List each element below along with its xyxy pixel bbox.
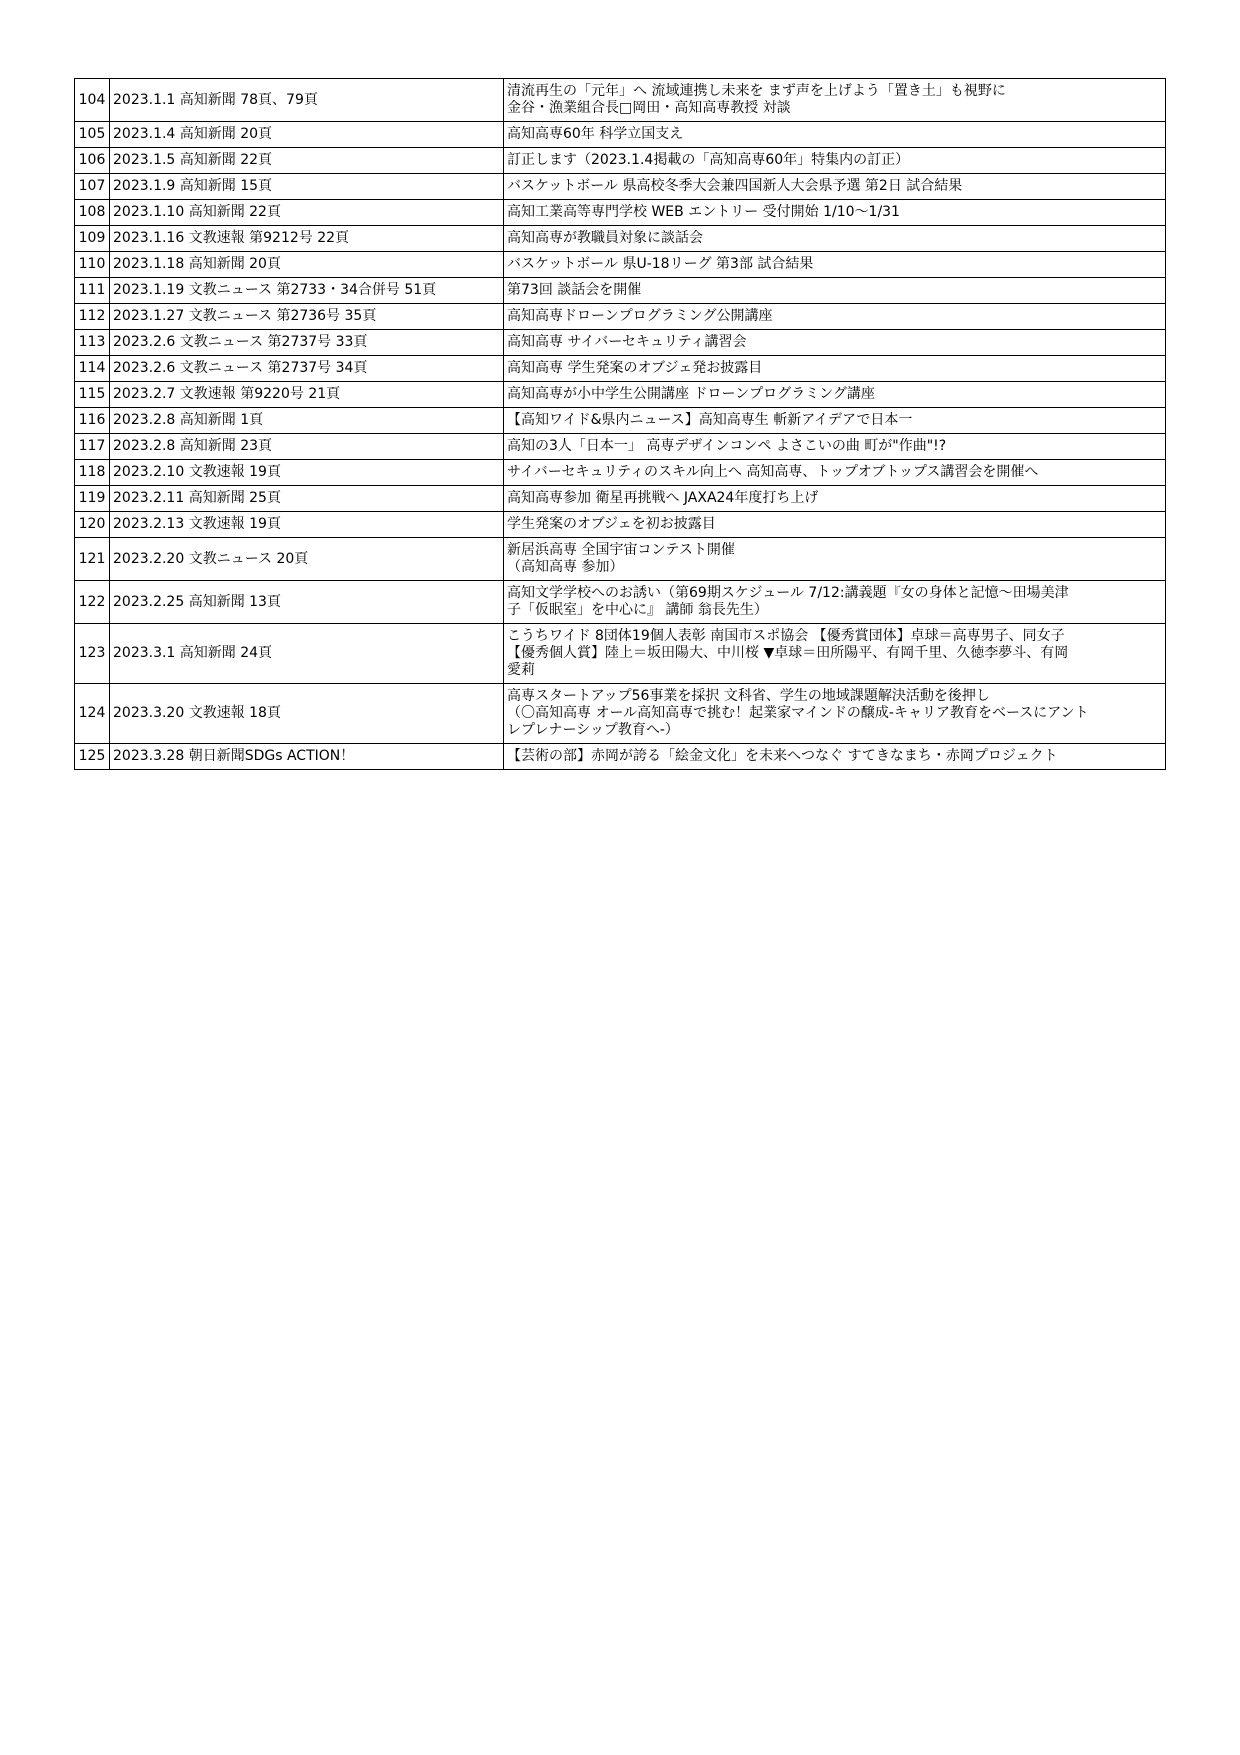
article-title-cell [504, 434, 1166, 460]
row-number-cell: 109 [75, 226, 110, 252]
table-row [75, 408, 1166, 434]
row-number-cell: 118 [75, 460, 110, 486]
article-title-line: 高知高専 サイバーセキュリティ講習会 [507, 334, 747, 350]
table-row [75, 538, 1166, 581]
row-number-cell: 117 [75, 434, 110, 460]
article-title-line: 【芸術の部】赤岡が誇る「絵金文化」を未来へつなぐ すてきなまち・赤岡プロジェクト [507, 748, 1058, 764]
source-cell: 2023.2.6 文教ニュース 第2737号 34頁 [110, 356, 504, 382]
source-cell: 2023.2.8 高知新聞 23頁 [110, 434, 504, 460]
article-title-line: 訂正します（2023.1.4掲載の「高知高専60年」特集内の訂正） [507, 152, 910, 168]
article-title-line: 愛莉 [507, 662, 535, 678]
article-title-cell [504, 486, 1166, 512]
table-row [75, 581, 1166, 624]
table-row [75, 684, 1166, 744]
article-title-cell [504, 744, 1166, 770]
article-title-cell [504, 382, 1166, 408]
article-title-cell [504, 538, 1166, 581]
article-title-cell [504, 278, 1166, 304]
article-title-line: 高知高専が小中学生公開講座 ドローンプログラミング講座 [507, 386, 875, 402]
row-number-cell: 122 [75, 581, 110, 624]
table-row [75, 624, 1166, 684]
article-title-line: こうちワイド 8団体19個人表彰 南国市スポ協会 【優秀賞団体】卓球＝高専男子、同女子 [507, 628, 1065, 644]
source-cell: 2023.2.8 高知新聞 1頁 [110, 408, 504, 434]
article-title-cell [504, 252, 1166, 278]
source-cell: 2023.1.10 高知新聞 22頁 [110, 200, 504, 226]
article-title-cell [504, 174, 1166, 200]
article-title-cell [504, 624, 1166, 684]
article-title-line: バスケットボール 県U-18リーグ 第3部 試合結果 [507, 256, 814, 272]
article-title-cell [504, 330, 1166, 356]
article-title-line: 高知高専 学生発案のオブジェ発お披露目 [507, 360, 763, 376]
article-title-line: （高知高専 参加） [507, 559, 624, 575]
article-title-cell [504, 512, 1166, 538]
row-number-cell: 124 [75, 684, 110, 744]
article-title-cell [504, 408, 1166, 434]
source-cell: 2023.3.1 高知新聞 24頁 [110, 624, 504, 684]
row-number-cell: 111 [75, 278, 110, 304]
article-title-cell [504, 122, 1166, 148]
table-row [75, 356, 1166, 382]
table-row [75, 382, 1166, 408]
article-title-line: 高知の3人「日本一」 高専デザインコンペ よさこいの曲 町が"作曲"!? [507, 438, 947, 454]
source-cell: 2023.2.13 文教速報 19頁 [110, 512, 504, 538]
row-number-cell: 119 [75, 486, 110, 512]
source-cell: 2023.2.7 文教速報 第9220号 21頁 [110, 382, 504, 408]
article-title-cell [504, 200, 1166, 226]
article-title-line: 【優秀個人賞】陸上＝坂田陽大、中川桜 ▼卓球＝田所陽平、有岡千里、久徳李夢斗、有岡 [507, 645, 1069, 661]
row-number-cell: 107 [75, 174, 110, 200]
row-number-cell: 106 [75, 148, 110, 174]
media-coverage-table [74, 78, 1166, 770]
source-cell: 2023.1.27 文教ニュース 第2736号 35頁 [110, 304, 504, 330]
article-title-line: 高知高専が教職員対象に談話会 [507, 230, 703, 246]
article-title-line: 高知工業高等専門学校 WEB エントリー 受付開始 1/10～1/31 [507, 204, 900, 220]
article-title-cell [504, 356, 1166, 382]
source-cell: 2023.1.18 高知新聞 20頁 [110, 252, 504, 278]
article-title-cell [504, 460, 1166, 486]
source-cell: 2023.2.25 高知新聞 13頁 [110, 581, 504, 624]
source-cell: 2023.2.20 文教ニュース 20頁 [110, 538, 504, 581]
table-row [75, 200, 1166, 226]
table-row [75, 304, 1166, 330]
article-title-line: レプレナーシップ教育へ-） [507, 722, 679, 738]
table-row [75, 226, 1166, 252]
source-cell: 2023.1.16 文教速報 第9212号 22頁 [110, 226, 504, 252]
source-cell: 2023.2.10 文教速報 19頁 [110, 460, 504, 486]
row-number-cell: 113 [75, 330, 110, 356]
source-cell: 2023.2.11 高知新聞 25頁 [110, 486, 504, 512]
table-row [75, 174, 1166, 200]
article-title-cell [504, 226, 1166, 252]
row-number-cell: 112 [75, 304, 110, 330]
table-row [75, 512, 1166, 538]
article-title-line: サイバーセキュリティのスキル向上へ 高知高専、トップオブトップス講習会を開催へ [507, 464, 1039, 480]
article-title-line: 高専スタートアップ56事業を採択 文科省、学生の地域課題解決活動を後押し [507, 688, 990, 704]
row-number-cell: 121 [75, 538, 110, 581]
article-title-line: 高知高専60年 科学立国支え [507, 126, 684, 142]
article-title-cell [504, 79, 1166, 122]
row-number-cell: 115 [75, 382, 110, 408]
source-cell: 2023.1.4 高知新聞 20頁 [110, 122, 504, 148]
article-title-cell [504, 581, 1166, 624]
table-row [75, 122, 1166, 148]
row-number-cell: 110 [75, 252, 110, 278]
table-row [75, 486, 1166, 512]
row-number-cell: 123 [75, 624, 110, 684]
row-number-cell: 104 [75, 79, 110, 122]
table-row [75, 148, 1166, 174]
article-title-line: 子「仮眠室」を中心に』 講師 翁長先生） [507, 602, 768, 618]
article-title-line: 清流再生の「元年」へ 流域連携し未来を まず声を上げよう「置き土」も視野に [507, 83, 1006, 99]
row-number-cell: 116 [75, 408, 110, 434]
article-title-line: 高知文学学校へのお誘い（第69期スケジュール 7/12:講義題『女の身体と記憶～田場美津 [507, 585, 1069, 601]
source-cell: 2023.3.28 朝日新聞SDGs ACTION！ [110, 744, 504, 770]
article-title-line: 新居浜高専 全国宇宙コンテスト開催 [507, 542, 735, 558]
article-title-line: 高知高専ドローンプログラミング公開講座 [507, 308, 773, 324]
table-row [75, 252, 1166, 278]
article-title-line: 第73回 談話会を開催 [507, 282, 642, 298]
source-cell: 2023.1.19 文教ニュース 第2733・34合併号 51頁 [110, 278, 504, 304]
source-cell: 2023.2.6 文教ニュース 第2737号 33頁 [110, 330, 504, 356]
table-row [75, 460, 1166, 486]
source-cell: 2023.1.5 高知新聞 22頁 [110, 148, 504, 174]
table-row [75, 79, 1166, 122]
table-row [75, 434, 1166, 460]
article-title-line: 学生発案のオブジェを初お披露目 [507, 516, 716, 532]
row-number-cell: 120 [75, 512, 110, 538]
article-title-line: 【高知ワイド&県内ニュース】高知高専生 斬新アイデアで日本一 [507, 412, 913, 428]
row-number-cell: 108 [75, 200, 110, 226]
table-row [75, 744, 1166, 770]
table-row [75, 278, 1166, 304]
article-title-line: 金谷・漁業組合長□岡田・高知高専教授 対談 [507, 100, 791, 116]
table-body [75, 79, 1166, 770]
source-cell: 2023.1.9 高知新聞 15頁 [110, 174, 504, 200]
article-title-line: （〇高知高専 オール高知高専で挑む！起業家マインドの醸成-キャリア教育をベースにアント [507, 705, 1089, 721]
row-number-cell: 125 [75, 744, 110, 770]
article-title-line: バスケットボール 県高校冬季大会兼四国新人大会県予選 第2日 試合結果 [507, 178, 963, 194]
row-number-cell: 114 [75, 356, 110, 382]
row-number-cell: 105 [75, 122, 110, 148]
source-cell: 2023.3.20 文教速報 18頁 [110, 684, 504, 744]
article-title-line: 高知高専参加 衛星再挑戦へ JAXA24年度打ち上げ [507, 490, 819, 506]
article-title-cell [504, 304, 1166, 330]
source-cell: 2023.1.1 高知新聞 78頁、79頁 [110, 79, 504, 122]
table-row [75, 330, 1166, 356]
article-title-cell [504, 148, 1166, 174]
article-title-cell [504, 684, 1166, 744]
